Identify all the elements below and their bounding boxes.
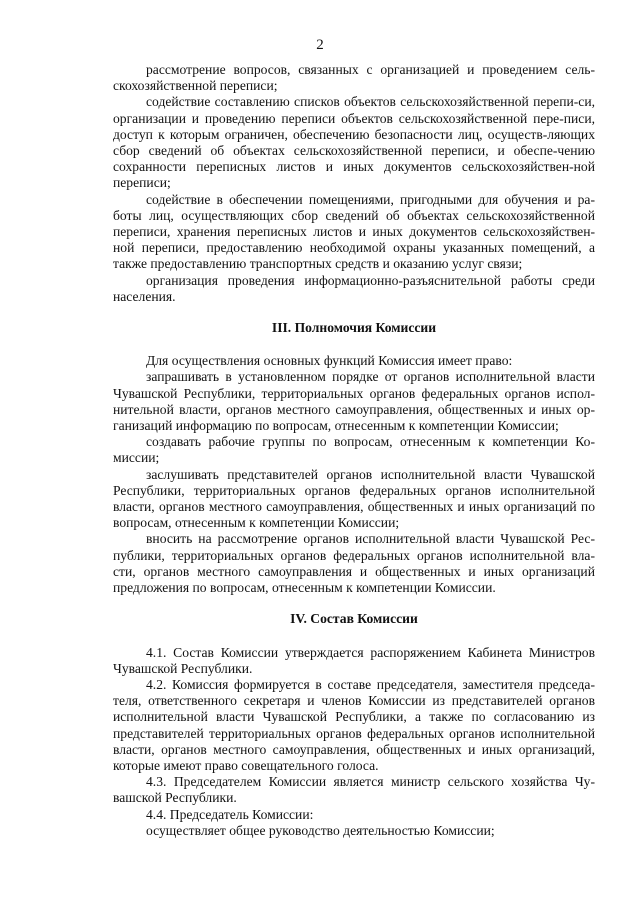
paragraph: запрашивать в установленном порядке от органов исполнительной власти Чувашской Республики, территориальных органов федеральных органов испол-нительной власти, органов местного самоуправления, общественных и иных ор-ганизаций информацию по вопросам, отнесенным к компетенции Комиссии;	[113, 369, 595, 434]
section4-body	[113, 645, 595, 839]
paragraph: организация проведения информационно-разъяснительной работы среди населения.	[113, 272, 595, 304]
paragraph: рассмотрение вопросов, связанных с организацией и проведением сель-скохозяйственной переписи;	[113, 62, 595, 94]
paragraph: 4.2. Комиссия формируется в составе председателя, заместителя председа-теля, ответственного секретаря и членов Комиссии из представителей органов исполнительной власти Чувашской Республики, а также по согласованию из представителей территориальных органов федеральных органов исполнительной власти, органов местного самоуправления, общественных и иных организаций, которые имеют право совещательного голоса.	[113, 676, 595, 773]
paragraph: 4.1. Состав Комиссии утверждается распоряжением Кабинета Министров Чувашской Республики.	[113, 644, 595, 676]
paragraph: 4.3. Председателем Комиссии является министр сельского хозяйства Чу-вашской Республики.	[113, 774, 595, 806]
paragraph: заслушивать представителей органов исполнительной власти Чувашской Республики, территориальных органов федеральных органов исполнительной власти, органов местного самоуправления, общественных и иных организаций по вопросам, отнесенным к компетенции Комиссии;	[113, 466, 595, 531]
paragraph: вносить на рассмотрение органов исполнительной власти Чувашской Рес-публики, территориальных органов федеральных органов исполнительной вла-сти, органов местного самоуправления и общественных и иных организаций предложения по вопросам, отнесенным к компетенции Комиссии.	[113, 531, 595, 596]
section3-heading: III. Полномочия Комиссии	[271, 320, 437, 336]
page-number: 2	[316, 37, 324, 53]
paragraph: 4.4. Председатель Комиссии:	[146, 806, 314, 822]
paragraph: создавать рабочие группы по вопросам, отнесенным к компетенции Ко-миссии;	[113, 434, 595, 466]
paragraph: содействие составлению списков объектов сельскохозяйственной перепи-си, организации и проведению переписи объектов сельскохозяйственной пере-писи, доступ к которым ограничен, обеспечению безопасности лиц, осуществ-ляющих сбор сведений об объектах сельскохозяйственной переписи, и обеспе-чению сохранности переписных листов и иных документов сельскохозяйствен-ной переписи;	[113, 94, 595, 191]
section4-heading: IV. Состав Комиссии	[290, 611, 418, 627]
section3-body	[113, 353, 595, 596]
paragraph: Для осуществления основных функций Комиссия имеет право:	[146, 353, 513, 369]
paragraph: содействие в обеспечении помещениями, пригодными для обучения и ра-боты лиц, осуществляющих сбор сведений об объектах сельскохозяйственной переписи, хранения переписных листов и иных документов сельскохозяйствен-ной переписи, предоставлению необходимой охраны указанных помещений, а также предоставлению транспортных средств и оказанию услуг связи;	[113, 191, 595, 272]
document-body	[113, 62, 595, 839]
section2-tail	[113, 62, 595, 305]
paragraph: осуществляет общее руководство деятельностью Комиссии;	[146, 822, 495, 838]
